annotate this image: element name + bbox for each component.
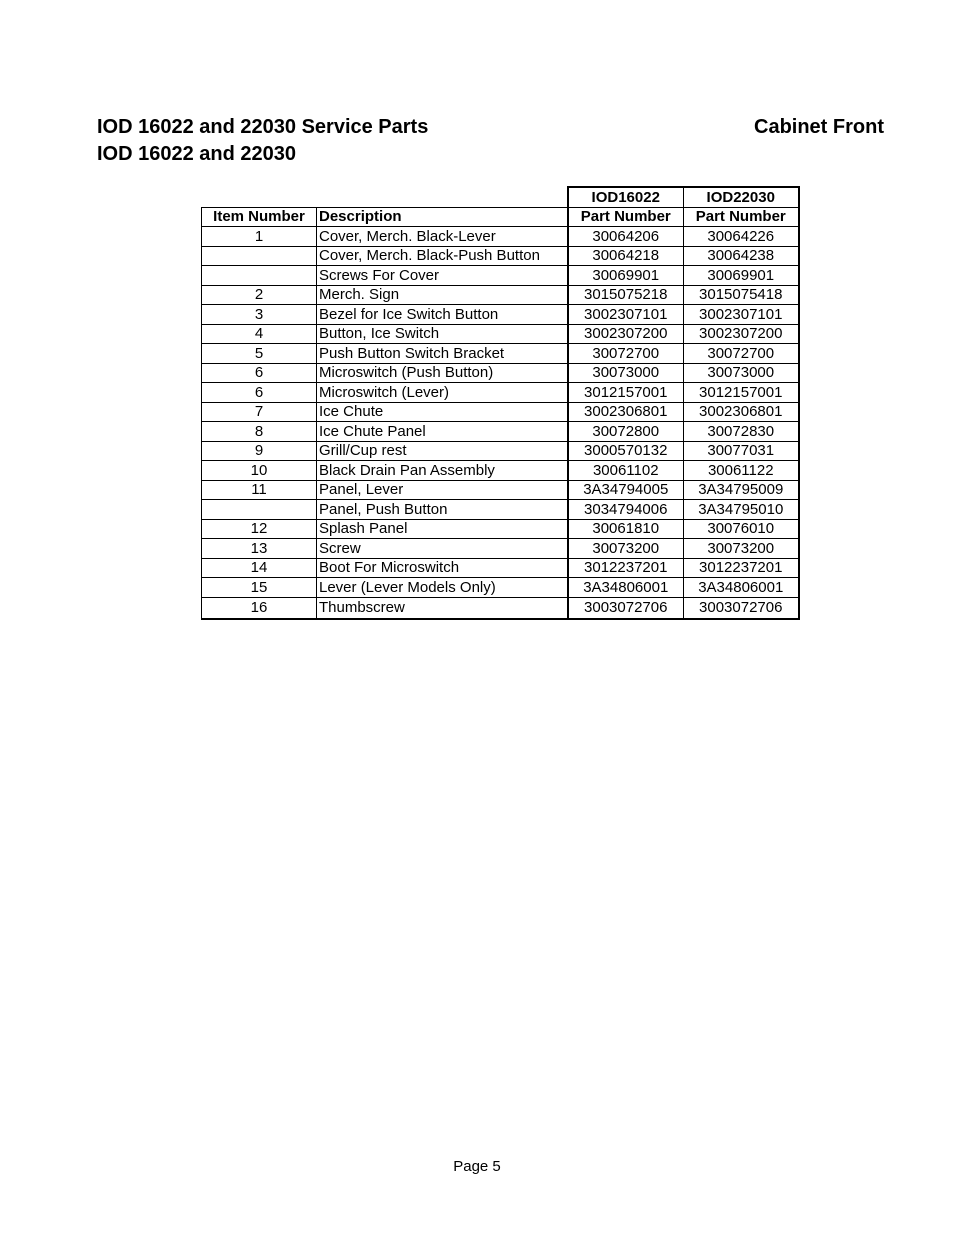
model-header-iod22030: IOD22030 <box>684 187 799 207</box>
part-number-iod22030-cell: 3015075418 <box>684 285 799 305</box>
table-row <box>202 324 799 344</box>
description-cell: Panel, Lever <box>317 480 568 500</box>
part-number-iod22030-cell: 3A34795009 <box>684 480 799 500</box>
part-number-iod22030-cell: 30072830 <box>684 422 799 442</box>
part-number-iod16022-cell: 3012237201 <box>568 558 684 578</box>
table-row <box>202 266 799 286</box>
item-number-cell: 14 <box>202 558 317 578</box>
description-cell: Panel, Push Button <box>317 500 568 520</box>
part-number-iod16022-cell: 30061102 <box>568 461 684 481</box>
column-header-row <box>202 207 799 227</box>
part-number-iod16022-cell: 3002307200 <box>568 324 684 344</box>
column-header-item-number: Item Number <box>202 207 317 227</box>
item-number-cell: 7 <box>202 402 317 422</box>
table-row <box>202 519 799 539</box>
part-number-iod22030-cell: 30077031 <box>684 441 799 461</box>
table-row <box>202 480 799 500</box>
description-cell: Grill/Cup rest <box>317 441 568 461</box>
part-number-iod16022-cell: 3A34806001 <box>568 578 684 598</box>
item-number-cell <box>202 246 317 266</box>
item-number-cell: 6 <box>202 363 317 383</box>
description-cell: Ice Chute <box>317 402 568 422</box>
model-header-iod16022: IOD16022 <box>568 187 684 207</box>
description-cell: Microswitch (Push Button) <box>317 363 568 383</box>
part-number-iod22030-cell: 30076010 <box>684 519 799 539</box>
part-number-iod22030-cell: 30073200 <box>684 539 799 559</box>
description-cell: Black Drain Pan Assembly <box>317 461 568 481</box>
page-number: Page 5 <box>453 1158 501 1175</box>
description-cell: Ice Chute Panel <box>317 422 568 442</box>
description-cell: Boot For Microswitch <box>317 558 568 578</box>
part-number-iod16022-cell: 30073000 <box>568 363 684 383</box>
table-row <box>202 402 799 422</box>
item-number-cell: 8 <box>202 422 317 442</box>
column-header-part-number-a: Part Number <box>568 207 684 227</box>
part-number-iod22030-cell: 30064238 <box>684 246 799 266</box>
description-cell: Thumbscrew <box>317 597 568 619</box>
table-row <box>202 227 799 247</box>
empty-cell <box>202 187 317 207</box>
description-cell: Button, Ice Switch <box>317 324 568 344</box>
table-row <box>202 461 799 481</box>
part-number-iod16022-cell: 3012157001 <box>568 383 684 403</box>
document-title: IOD 16022 and 22030 Service Parts <box>97 116 429 138</box>
part-number-iod16022-cell: 30069901 <box>568 266 684 286</box>
item-number-cell <box>202 500 317 520</box>
document-subtitle: IOD 16022 and 22030 <box>97 143 297 165</box>
item-number-cell: 11 <box>202 480 317 500</box>
item-number-cell: 13 <box>202 539 317 559</box>
part-number-iod22030-cell: 3002306801 <box>684 402 799 422</box>
part-number-iod22030-cell: 30064226 <box>684 227 799 247</box>
item-number-cell: 10 <box>202 461 317 481</box>
item-number-cell: 3 <box>202 305 317 325</box>
item-number-cell: 6 <box>202 383 317 403</box>
column-header-description: Description <box>317 207 568 227</box>
item-number-cell: 2 <box>202 285 317 305</box>
item-number-cell: 5 <box>202 344 317 364</box>
table-row <box>202 383 799 403</box>
table-row <box>202 500 799 520</box>
part-number-iod16022-cell: 3A34794005 <box>568 480 684 500</box>
part-number-iod16022-cell: 3000570132 <box>568 441 684 461</box>
part-number-iod22030-cell: 3002307101 <box>684 305 799 325</box>
description-cell: Lever (Lever Models Only) <box>317 578 568 598</box>
part-number-iod22030-cell: 3012157001 <box>684 383 799 403</box>
item-number-cell <box>202 266 317 286</box>
part-number-iod22030-cell: 3A34795010 <box>684 500 799 520</box>
part-number-iod16022-cell: 3003072706 <box>568 597 684 619</box>
column-header-part-number-b: Part Number <box>684 207 799 227</box>
table-row <box>202 558 799 578</box>
part-number-iod16022-cell: 30073200 <box>568 539 684 559</box>
part-number-iod16022-cell: 3015075218 <box>568 285 684 305</box>
part-number-iod16022-cell: 3034794006 <box>568 500 684 520</box>
item-number-cell: 9 <box>202 441 317 461</box>
table-row <box>202 344 799 364</box>
part-number-iod16022-cell: 30064218 <box>568 246 684 266</box>
part-number-iod16022-cell: 30072700 <box>568 344 684 364</box>
part-number-iod16022-cell: 30064206 <box>568 227 684 247</box>
item-number-cell: 16 <box>202 597 317 619</box>
description-cell: Cover, Merch. Black-Push Button <box>317 246 568 266</box>
table-row <box>202 539 799 559</box>
description-cell: Screw <box>317 539 568 559</box>
description-cell: Merch. Sign <box>317 285 568 305</box>
part-number-iod16022-cell: 30061810 <box>568 519 684 539</box>
table-row <box>202 597 799 619</box>
table-row <box>202 285 799 305</box>
table-row <box>202 422 799 442</box>
model-header-row <box>202 187 799 207</box>
empty-cell <box>317 187 568 207</box>
table-row <box>202 246 799 266</box>
table-row <box>202 305 799 325</box>
description-cell: Push Button Switch Bracket <box>317 344 568 364</box>
item-number-cell: 4 <box>202 324 317 344</box>
description-cell: Screws For Cover <box>317 266 568 286</box>
part-number-iod22030-cell: 3002307200 <box>684 324 799 344</box>
table-row <box>202 441 799 461</box>
part-number-iod16022-cell: 3002306801 <box>568 402 684 422</box>
item-number-cell: 12 <box>202 519 317 539</box>
part-number-iod22030-cell: 30069901 <box>684 266 799 286</box>
item-number-cell: 1 <box>202 227 317 247</box>
part-number-iod22030-cell: 3003072706 <box>684 597 799 619</box>
table-row <box>202 578 799 598</box>
part-number-iod22030-cell: 3A34806001 <box>684 578 799 598</box>
section-title: Cabinet Front <box>754 116 884 138</box>
description-cell: Microswitch (Lever) <box>317 383 568 403</box>
part-number-iod22030-cell: 30061122 <box>684 461 799 481</box>
part-number-iod22030-cell: 30072700 <box>684 344 799 364</box>
item-number-cell: 15 <box>202 578 317 598</box>
description-cell: Bezel for Ice Switch Button <box>317 305 568 325</box>
table-row <box>202 363 799 383</box>
part-number-iod22030-cell: 3012237201 <box>684 558 799 578</box>
description-cell: Cover, Merch. Black-Lever <box>317 227 568 247</box>
part-number-iod16022-cell: 30072800 <box>568 422 684 442</box>
part-number-iod22030-cell: 30073000 <box>684 363 799 383</box>
service-parts-table <box>201 186 800 620</box>
part-number-iod16022-cell: 3002307101 <box>568 305 684 325</box>
description-cell: Splash Panel <box>317 519 568 539</box>
